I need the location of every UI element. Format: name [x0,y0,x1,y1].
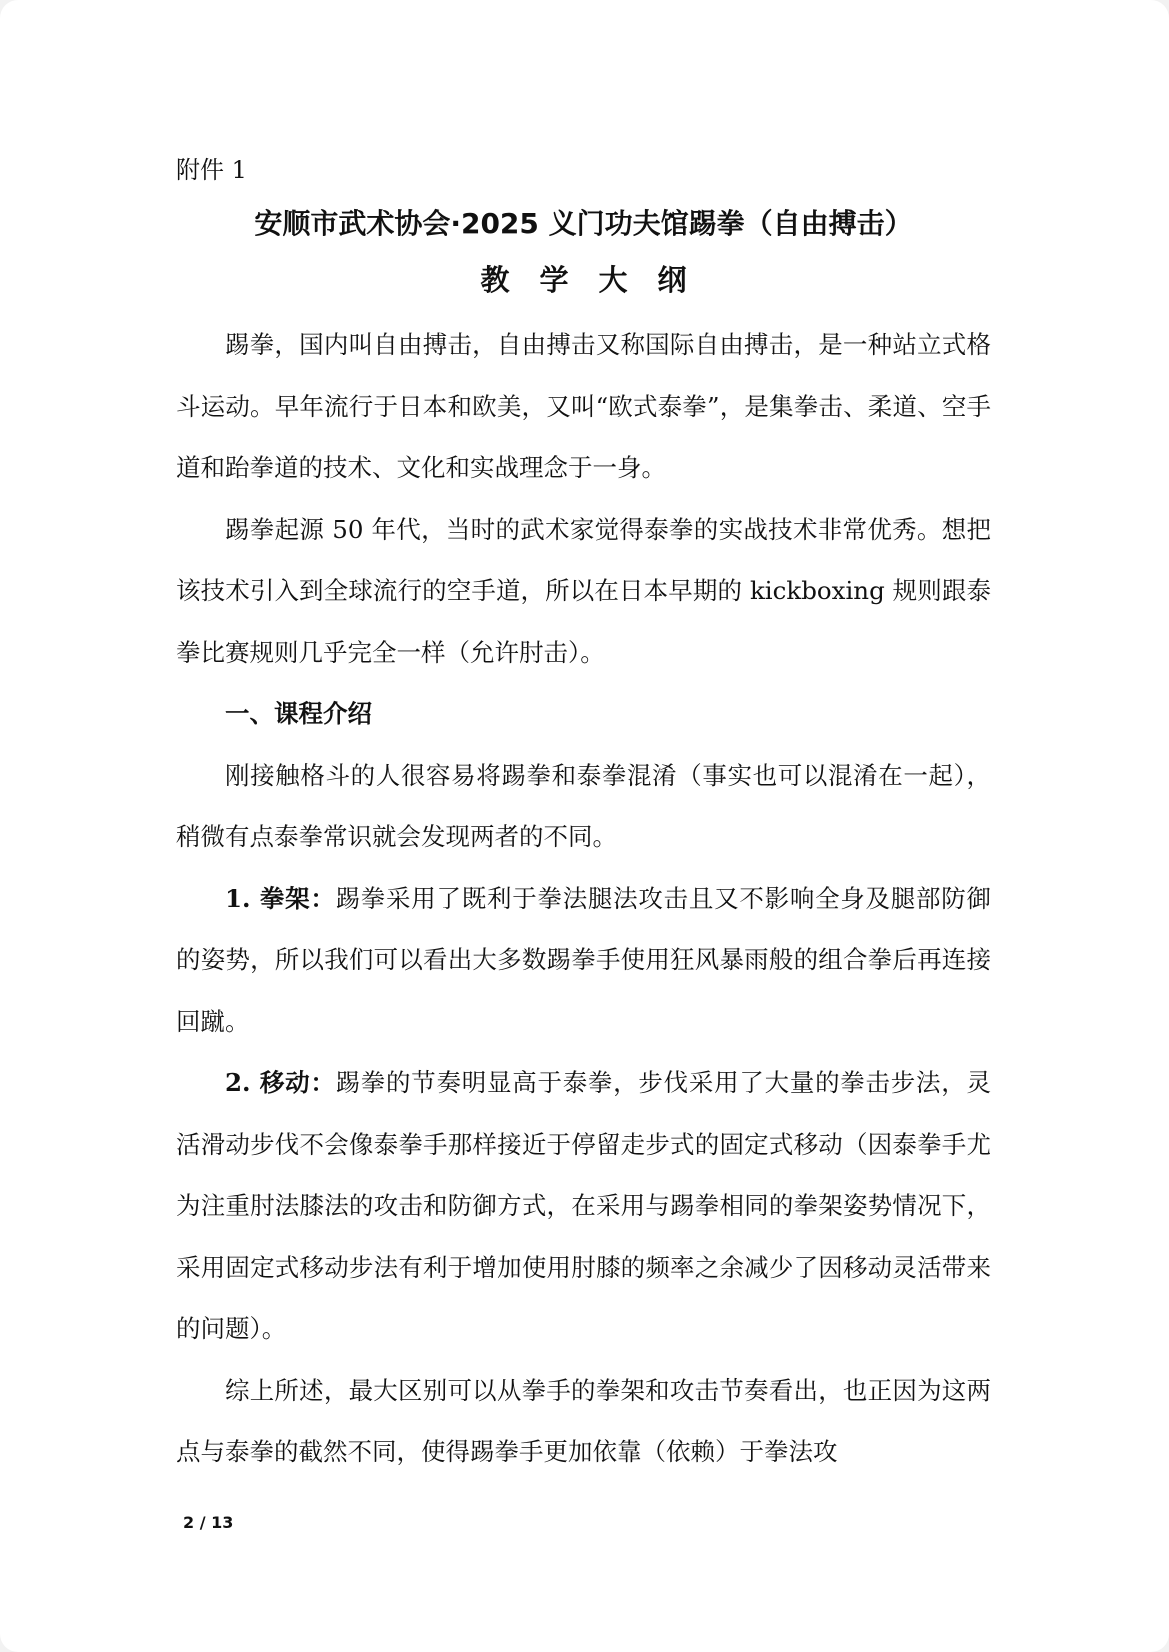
section-heading-course-intro: 一、课程介绍 [225,699,372,728]
intro-paragraph-2: 踢拳起源 50 年代，当时的武术家觉得泰拳的实战技术非常优秀。想把该技术引入到全球流行的空手道，所以在日本早期的 kickboxing 规则跟泰拳比赛规则几乎完全一样（允许肘击）。 [176,514,991,667]
page-content [176,150,991,1483]
item-stance-text: 踢拳采用了既利于拳法腿法攻击且又不影响全身及腿部防御的姿势，所以我们可以看出大多数踢拳手使用狂风暴雨般的组合拳后再连接回蹴。 [176,883,991,1036]
item-stance-lead: 1. 拳架： [225,883,336,913]
intro-paragraph-1: 踢拳，国内叫自由搏击，自由搏击又称国际自由搏击，是一种站立式格斗运动。早年流行于日本和欧美，又叫“欧式泰拳”，是集拳击、柔道、空手道和跆拳道的技术、文化和实战理念于一身。 [176,330,991,482]
summary-paragraph: 综上所述，最大区别可以从拳手的拳架和攻击节奏看出，也正因为这两点与泰拳的截然不同，使得踢拳手更加依靠（依赖）于拳法攻 [176,1375,991,1466]
item-movement-paragraph [176,1052,991,1360]
document-subtitle: 教学大纲 [480,263,717,297]
item-stance-paragraph [176,868,991,1053]
item-movement-text: 踢拳的节奏明显高于泰拳，步伐采用了大量的拳击步法，灵活滑动步伐不会像泰拳手那样接近于停留走步式的固定式移动（因泰拳手尤为注重肘法膝法的攻击和防御方式，在采用与踢拳相同的拳架姿势情况下，采用固定式移动步法有利于增加使用肘膝的频率之余减少了因移动灵活带来的问题）。 [176,1068,991,1343]
document-title: 安顺市武术协会·2025 义门功夫馆踢拳（自由搏击） [254,207,913,240]
item-movement-lead: 2. 移动： [225,1068,336,1097]
course-intro-paragraph: 刚接触格斗的人很容易将踢拳和泰拳混淆（事实也可以混淆在一起），稍微有点泰拳常识就会发现两者的不同。 [176,760,991,851]
page-indicator: 2 / 13 [183,1513,234,1532]
attachment-label: 附件 1 [176,156,247,184]
